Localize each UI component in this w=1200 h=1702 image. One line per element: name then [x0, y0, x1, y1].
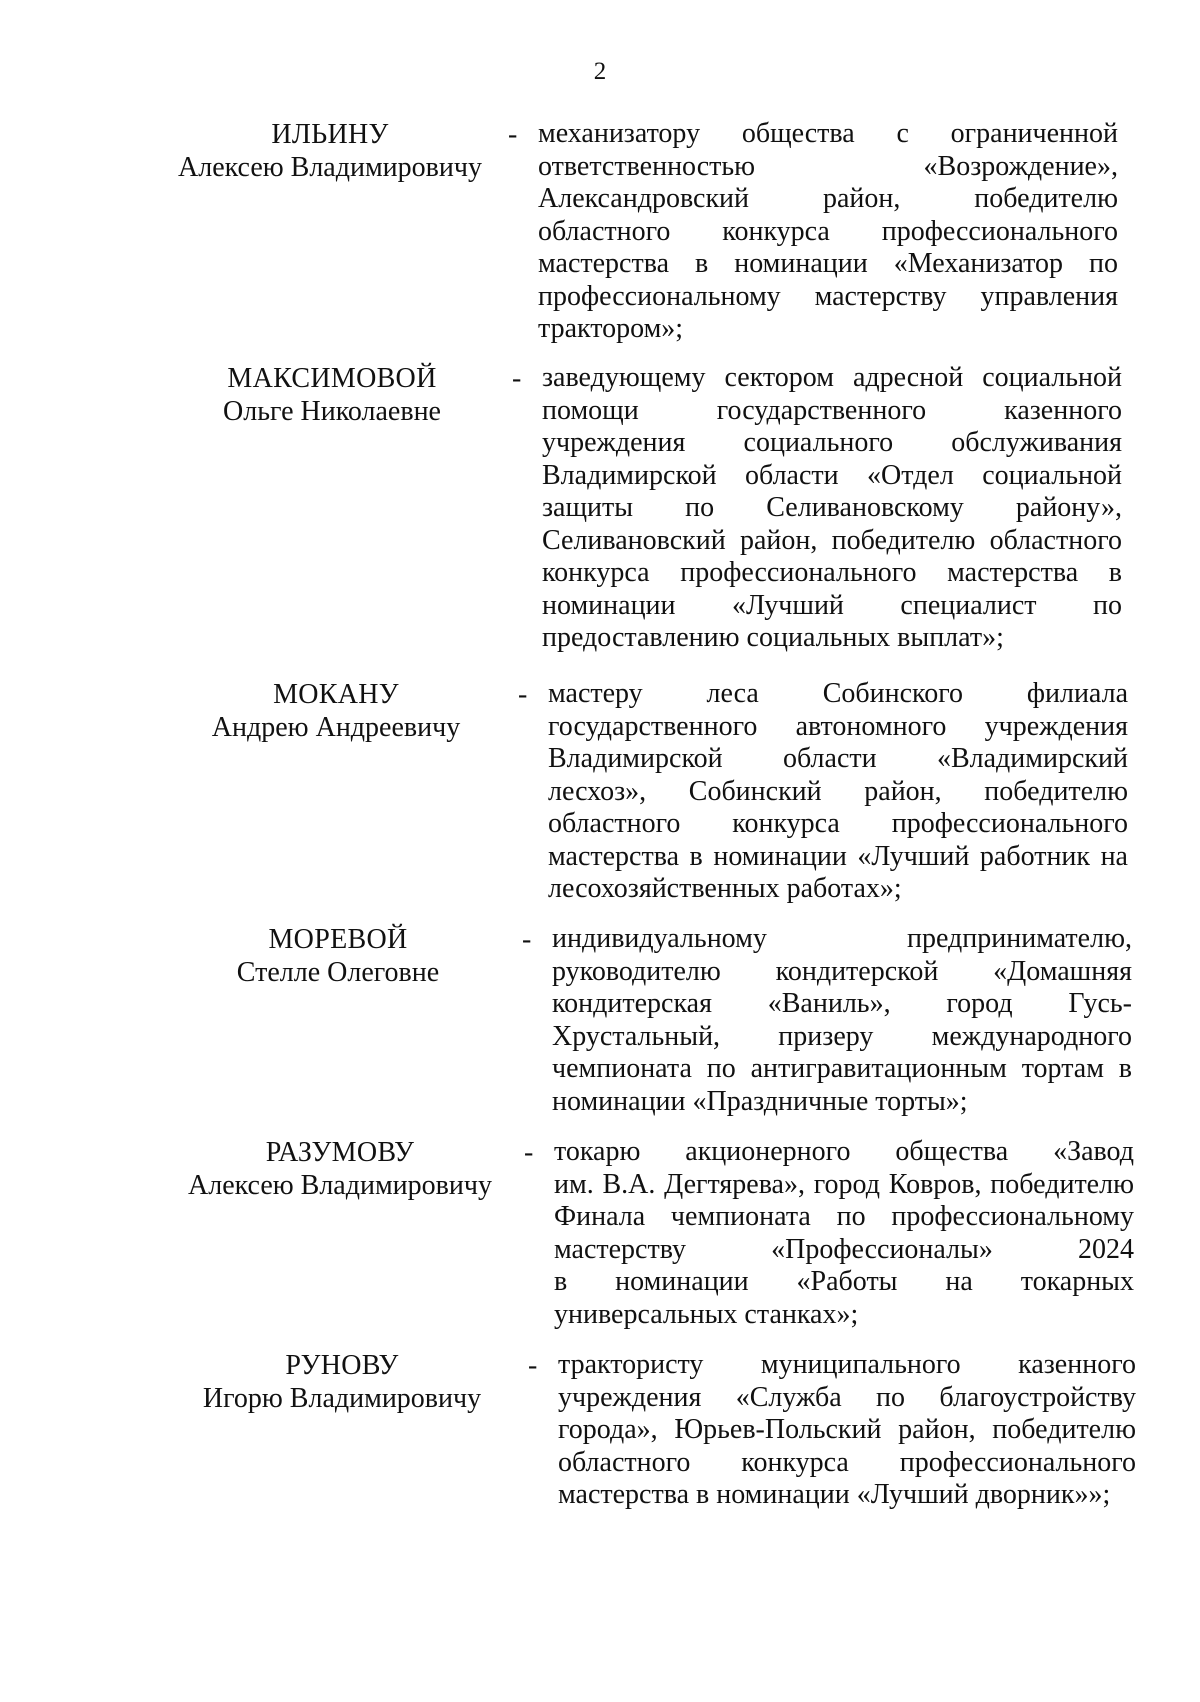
award-entry: [0, 118, 1200, 344]
recipient-given-name: Игорю Владимировичу: [202, 1383, 482, 1414]
recipient-surname: РАЗУМОВУ: [265, 1137, 415, 1168]
page-number: 2: [593, 58, 607, 85]
description-line: ответственностью «Возрождение»,: [538, 150, 1118, 182]
description-line: лесхоз», Собинский район, победителю: [548, 775, 1128, 807]
award-entry: [0, 1349, 1200, 1510]
recipient-given-name: Стелле Олеговне: [236, 957, 440, 988]
entry-dash: -: [524, 1137, 534, 1168]
description-line: профессиональному мастерству управления: [538, 280, 1118, 312]
recipient-name: [140, 118, 520, 184]
award-description: [542, 362, 1122, 655]
description-line: конкурса профессионального мастерства в: [542, 557, 1122, 588]
description-line: областного конкурса профессионального: [558, 1446, 1136, 1478]
description-line: государственного автономного учреждения: [548, 710, 1128, 742]
description-line: областного конкурса профессионального: [538, 215, 1118, 247]
description-line: помощи государственного казенного: [542, 394, 1122, 426]
description-line: заведующему сектором адресной социальной: [542, 362, 1122, 393]
recipient-surname: МОКАНУ: [273, 679, 399, 710]
recipient-given-name: Алексею Владимировичу: [188, 1170, 492, 1201]
recipient-surname: МОРЕВОЙ: [268, 924, 408, 955]
description-line: мастеру леса Собинского филиала: [548, 678, 1128, 709]
description-line: Владимирской области «Отдел социальной: [542, 459, 1122, 491]
entry-dash: -: [522, 924, 532, 955]
recipient-name: [150, 1136, 530, 1202]
description-line: Александровский район, победителю: [538, 183, 1118, 214]
award-entry: [0, 678, 1200, 904]
description-line: механизатору общества с ограниченной: [538, 118, 1118, 149]
description-line: им. В.А. Дегтярева», город Ковров, победителю: [554, 1168, 1134, 1200]
award-entry: [0, 1136, 1200, 1330]
recipient-given-name: Ольге Николаевне: [223, 396, 441, 427]
description-line: города», Юрьев-Польский район, победителю: [558, 1414, 1136, 1445]
description-line: мастерству «Профессионалы» 2024: [554, 1233, 1134, 1265]
description-line: Финала чемпионата по профессиональному: [554, 1201, 1134, 1232]
description-line: номинации «Праздничные торты»;: [552, 1085, 968, 1117]
description-line: Хрустальный, призеру международного: [552, 1020, 1132, 1052]
recipient-name: [148, 923, 528, 989]
description-line: Селивановский район, победителю областного: [542, 524, 1122, 556]
description-line: руководителю кондитерской «Домашняя: [552, 955, 1132, 987]
recipient-given-name: Алексею Владимировичу: [178, 152, 482, 183]
entry-dash: -: [518, 679, 528, 710]
description-line: учреждения социального обслуживания: [542, 427, 1122, 458]
description-line: кондитерская «Ваниль», город Гусь-: [552, 988, 1132, 1019]
recipient-name: [146, 678, 526, 744]
entry-dash: -: [508, 119, 518, 150]
description-line: областного конкурса профессионального: [548, 808, 1128, 839]
description-line: мастерства в номинации «Лучший работник на: [548, 840, 1128, 872]
description-line: номинации «Лучший специалист по: [542, 589, 1122, 621]
description-line: трактором»;: [538, 313, 684, 344]
award-description: [558, 1349, 1136, 1512]
description-line: токарю акционерного общества «Завод: [554, 1136, 1134, 1167]
recipient-given-name: Андрею Андреевичу: [211, 712, 461, 743]
recipient-surname: РУНОВУ: [285, 1350, 399, 1381]
entry-dash: -: [512, 363, 522, 394]
description-line: универсальных станках»;: [554, 1298, 859, 1330]
recipient-name: [142, 362, 522, 428]
description-line: предоставлению социальных выплат»;: [542, 622, 1004, 653]
recipient-surname: ИЛЬИНУ: [271, 119, 389, 150]
award-description: [538, 118, 1118, 346]
award-description: [554, 1136, 1134, 1331]
award-description: [548, 678, 1128, 906]
description-line: мастерства в номинации «Лучший дворник»»;: [558, 1479, 1111, 1510]
description-line: трактористу муниципального казенного: [558, 1349, 1136, 1380]
description-line: защиты по Селивановскому району»,: [542, 492, 1122, 523]
description-line: чемпионата по антигравитационным тортам в: [552, 1053, 1132, 1084]
recipient-surname: МАКСИМОВОЙ: [227, 363, 437, 394]
description-line: в номинации «Работы на токарных: [554, 1266, 1134, 1297]
award-description: [552, 923, 1132, 1118]
description-line: лесохозяйственных работах»;: [548, 873, 902, 904]
description-line: учреждения «Служба по благоустройству: [558, 1381, 1136, 1413]
description-line: индивидуальному предпринимателю,: [552, 923, 1132, 954]
award-entry: [0, 362, 1200, 653]
description-line: Владимирской области «Владимирский: [548, 743, 1128, 774]
description-line: мастерства в номинации «Механизатор по: [538, 248, 1118, 279]
award-entry: [0, 923, 1200, 1117]
entry-dash: -: [528, 1350, 538, 1381]
recipient-name: [152, 1349, 532, 1415]
